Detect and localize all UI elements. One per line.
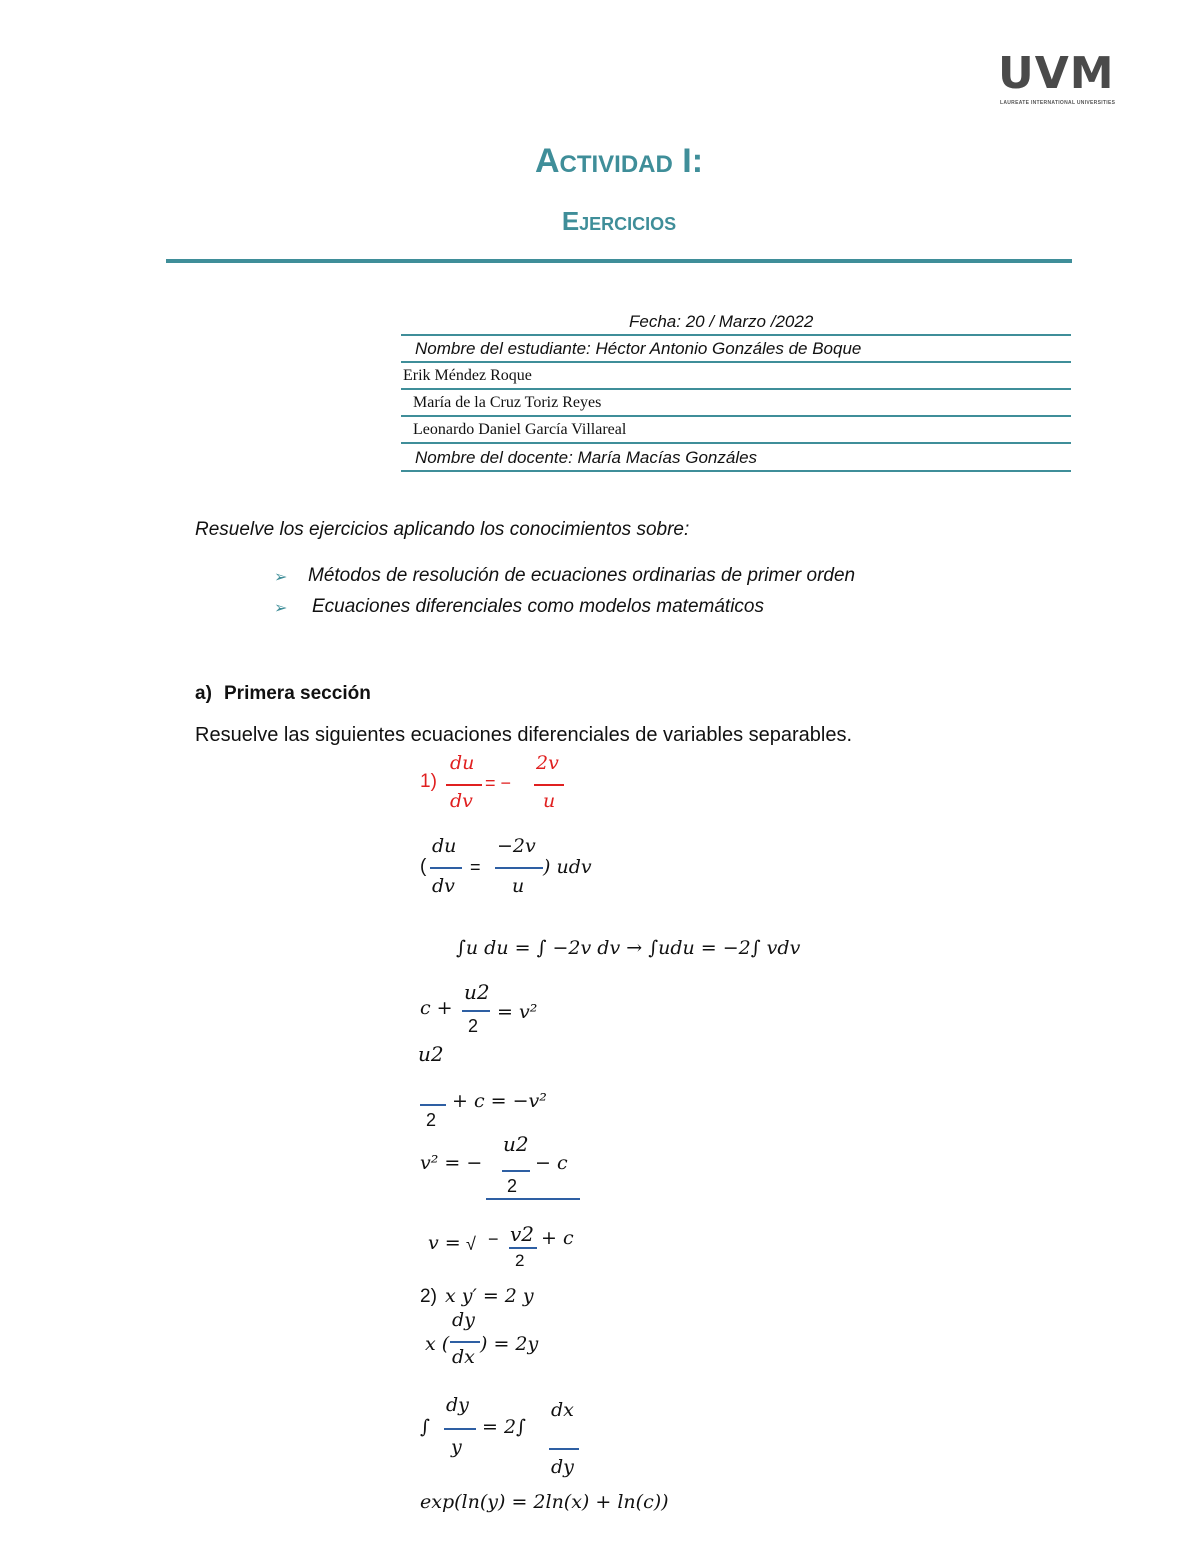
info-row-estudiante4 bbox=[401, 418, 1071, 444]
bullet-arrow-icon: ➢ bbox=[274, 600, 288, 617]
s1-dv: dv bbox=[432, 875, 455, 897]
s7-rhs: ) = 2y bbox=[480, 1333, 539, 1355]
s6-pc: + c bbox=[541, 1227, 574, 1249]
info-row-estudiante3 bbox=[401, 391, 1071, 417]
s8-dy: dy bbox=[446, 1394, 469, 1416]
problem1-label: 1) bbox=[420, 771, 437, 792]
s6-lhs: v = bbox=[428, 1232, 461, 1254]
s8-fraction-bar bbox=[444, 1428, 476, 1430]
page-title: Actividad I: bbox=[534, 142, 704, 180]
estudiante4-text: Leonardo Daniel García Villareal bbox=[413, 421, 627, 438]
page-subtitle: Ejercicios bbox=[561, 206, 677, 236]
p1-2v: 2v bbox=[536, 752, 559, 774]
docente-text: Nombre del docente: María Macías Gonzáles bbox=[415, 448, 758, 467]
info-row-docente bbox=[401, 446, 1071, 472]
s4-u2: u2 bbox=[418, 1042, 444, 1066]
fecha-text: Fecha: 20 / Marzo /2022 bbox=[629, 312, 814, 331]
s3-fraction-bar bbox=[462, 1010, 490, 1012]
s6-fraction-bar bbox=[509, 1247, 537, 1249]
p2-eq: x y′ = 2 y bbox=[445, 1285, 534, 1307]
s3-rhs: = v² bbox=[497, 1001, 538, 1023]
p1-u: u bbox=[543, 790, 556, 812]
s5-lhs: v² = − bbox=[420, 1152, 483, 1174]
s1-m2v: −2v bbox=[497, 835, 536, 857]
s1-du: du bbox=[432, 835, 457, 857]
bullet-item: Ecuaciones diferenciales como modelos matemáticos bbox=[312, 596, 764, 617]
s8-fraction-bar-2 bbox=[549, 1448, 579, 1450]
s1-fraction-bar-2 bbox=[495, 867, 543, 869]
problem2-label: 2) bbox=[420, 1286, 437, 1307]
info-row-fecha bbox=[401, 310, 1071, 336]
p1-fraction-bar-2 bbox=[534, 784, 564, 786]
bullet-arrow-icon: ➢ bbox=[274, 569, 288, 586]
s3-2: 2 bbox=[468, 1016, 479, 1036]
s7-dx: dx bbox=[452, 1346, 475, 1368]
s4-rhs: + c = −v² bbox=[452, 1090, 547, 1112]
s5-2: 2 bbox=[507, 1176, 518, 1196]
s4-fraction-bar bbox=[420, 1104, 446, 1106]
s1-fraction-bar bbox=[430, 867, 462, 869]
s8-dy2: dy bbox=[551, 1456, 574, 1478]
uvm-logo-tagline: LAUREATE INTERNATIONAL UNIVERSITIES bbox=[1000, 100, 1116, 106]
estudiante2-text: Erik Méndez Roque bbox=[403, 367, 532, 384]
s6-2: 2 bbox=[515, 1251, 525, 1270]
p1-du: du bbox=[450, 752, 475, 774]
s6-v2: v2 bbox=[510, 1222, 535, 1246]
estudiante-text: Nombre del estudiante: Héctor Antonio Gonzáles de Boque bbox=[415, 339, 862, 358]
s9-exp-equation: exp(ln(y) = 2ln(x) + ln(c)) bbox=[420, 1491, 669, 1513]
intro-text: Resuelve los ejercicios aplicando los conocimientos sobre: bbox=[195, 519, 690, 540]
info-row-estudiante2 bbox=[401, 364, 1071, 390]
title-divider bbox=[166, 259, 1072, 263]
s8-dx: dx bbox=[551, 1399, 574, 1421]
s6-minus: − bbox=[488, 1229, 499, 1249]
info-row-estudiante bbox=[401, 337, 1071, 363]
s5-long-bar bbox=[486, 1198, 580, 1200]
estudiante3-text: María de la Cruz Toriz Reyes bbox=[413, 394, 602, 411]
s6-sqrt: √ bbox=[466, 1234, 476, 1254]
uvm-logo: UVM bbox=[998, 48, 1115, 99]
p1-fraction-bar bbox=[446, 784, 482, 786]
s3-u2: u2 bbox=[464, 980, 490, 1004]
s8-int: ∫ bbox=[420, 1416, 430, 1438]
s2-integral-equation: ∫u du = ∫ −2v dv → ∫udu = −2∫ vdv bbox=[456, 937, 801, 959]
s8-eq: = 2∫ bbox=[482, 1416, 526, 1438]
s1-eq: = bbox=[470, 857, 481, 877]
s8-y: y bbox=[451, 1436, 462, 1458]
s4-2: 2 bbox=[426, 1110, 437, 1130]
s3-c: c + bbox=[420, 997, 453, 1019]
s1-u: u bbox=[512, 875, 525, 897]
s5-mc: − c bbox=[535, 1152, 568, 1174]
bullet-item: Métodos de resolución de ecuaciones ordinarias de primer orden bbox=[308, 565, 856, 586]
section-label: a) bbox=[195, 683, 212, 704]
section-title: Primera sección bbox=[224, 683, 371, 704]
s5-u2: u2 bbox=[503, 1132, 529, 1156]
s5-fraction-bar bbox=[502, 1170, 530, 1172]
s7-dy: dy bbox=[452, 1309, 475, 1331]
section-instruction: Resuelve las siguientes ecuaciones diferenciales de variables separables. bbox=[195, 724, 853, 746]
p1-dv: dv bbox=[450, 790, 473, 812]
s1-open: ( bbox=[420, 856, 427, 877]
s7-fraction-bar bbox=[450, 1341, 480, 1343]
s1-close: ) udv bbox=[543, 856, 592, 878]
p1-eq: = − bbox=[485, 773, 512, 793]
s7-x: x ( bbox=[425, 1333, 450, 1355]
